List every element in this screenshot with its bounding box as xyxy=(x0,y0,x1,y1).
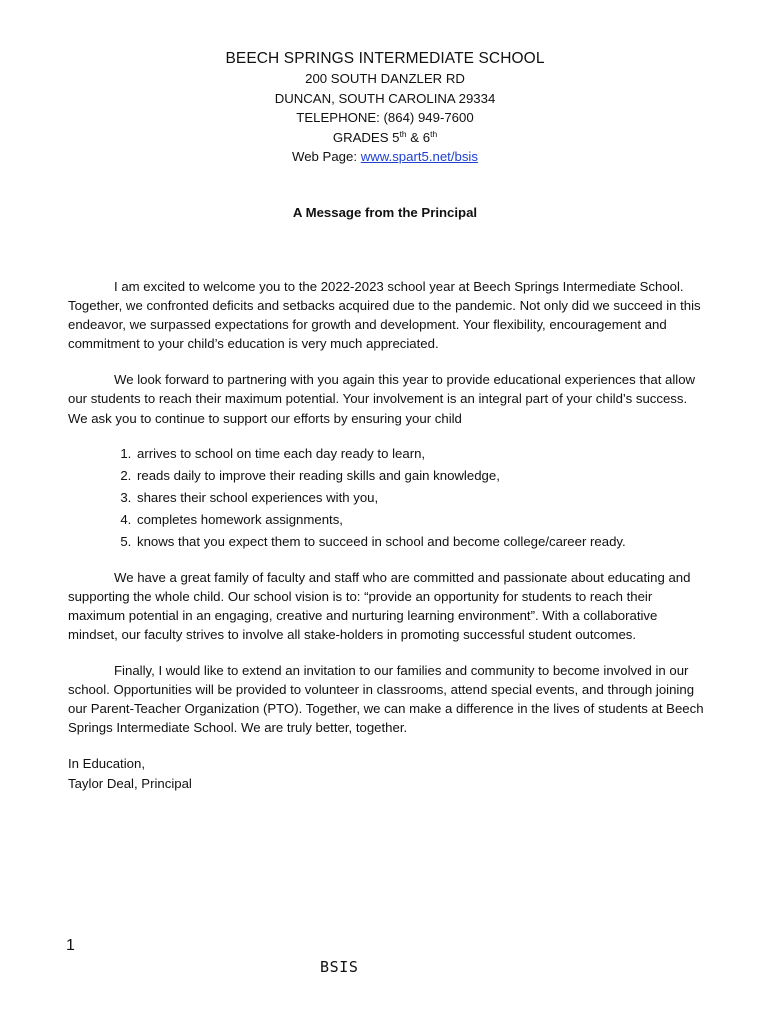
school-name: BEECH SPRINGS INTERMEDIATE SCHOOL xyxy=(225,50,545,67)
grades-middle: & 6 xyxy=(406,129,431,145)
footer-mark: BSIS xyxy=(320,958,359,976)
web-page-line xyxy=(0,147,770,167)
grades-prefix: GRADES 5 xyxy=(332,129,400,145)
grades-superscript-1: th xyxy=(399,128,407,139)
paragraph-welcome: I am excited to welcome you to the 2022-2023 school year at Beech Springs Intermediate School. Together, we confronted deficits and setbacks acquired due to the pandemic. Not only did we succeed in this endeavor, we surpassed expectations for growth and development. Your flexibility, encouragement and commitment to your child’s education is very much appreciated. xyxy=(68,279,701,352)
list-item: 1. arrives to school on time each day ready to learn, xyxy=(135,443,708,465)
list-item: 4. completes homework assignments, xyxy=(135,509,708,531)
letter-body xyxy=(68,277,708,793)
telephone-line: TELEPHONE: (864) 949-7600 xyxy=(296,110,474,125)
grades-superscript-2: th xyxy=(430,128,438,139)
grades-line xyxy=(0,128,770,148)
closing xyxy=(68,754,708,792)
address-line: 200 SOUTH DANZLER RD xyxy=(305,71,465,86)
expectations-list xyxy=(68,443,708,553)
web-page-label: Web Page: xyxy=(292,149,361,164)
city-line: DUNCAN, SOUTH CAROLINA 29334 xyxy=(274,90,496,106)
paragraph-partnering: We look forward to partnering with you again this year to provide educational experiences that allow our students to reach their maximum potential. Your involvement is an integral part of your child’s success. We ask you to continue to support our efforts by ensuring your child xyxy=(68,372,696,426)
closing-signature: Taylor Deal, Principal xyxy=(68,775,192,791)
list-item: 5. knows that you expect them to succeed in school and become college/career ready. xyxy=(135,531,708,553)
letter-title: A Message from the Principal xyxy=(292,205,478,220)
page-number: 1 xyxy=(66,937,75,954)
paragraph-invitation: Finally, I would like to extend an invitation to our families and community to become involved in our school. Opportunities will be provided to volunteer in classrooms, attend special events, and through joining our Parent-Teacher Organization (PTO). Together, we can make a difference in the lives of students at Beech Springs Intermediate School. We are truly better, together. xyxy=(68,663,704,736)
list-item: 2. reads daily to improve their reading skills and gain knowledge, xyxy=(135,465,708,487)
closing-salutation: In Education, xyxy=(68,756,145,772)
paragraph-faculty: We have a great family of faculty and staff who are committed and passionate about educating and supporting the whole child. Our school vision is to: “provide an opportunity for students to reach their maximum potential in an engaging, creative and nurturing learning environment”. With a collaborative mindset, our faculty strives to involve all stake-holders in promoting successful student outcomes. xyxy=(68,569,691,642)
letterhead xyxy=(0,49,770,167)
list-item: 3. shares their school experiences with you, xyxy=(135,487,708,509)
web-page-link[interactable]: www.spart5.net/bsis xyxy=(360,149,478,164)
